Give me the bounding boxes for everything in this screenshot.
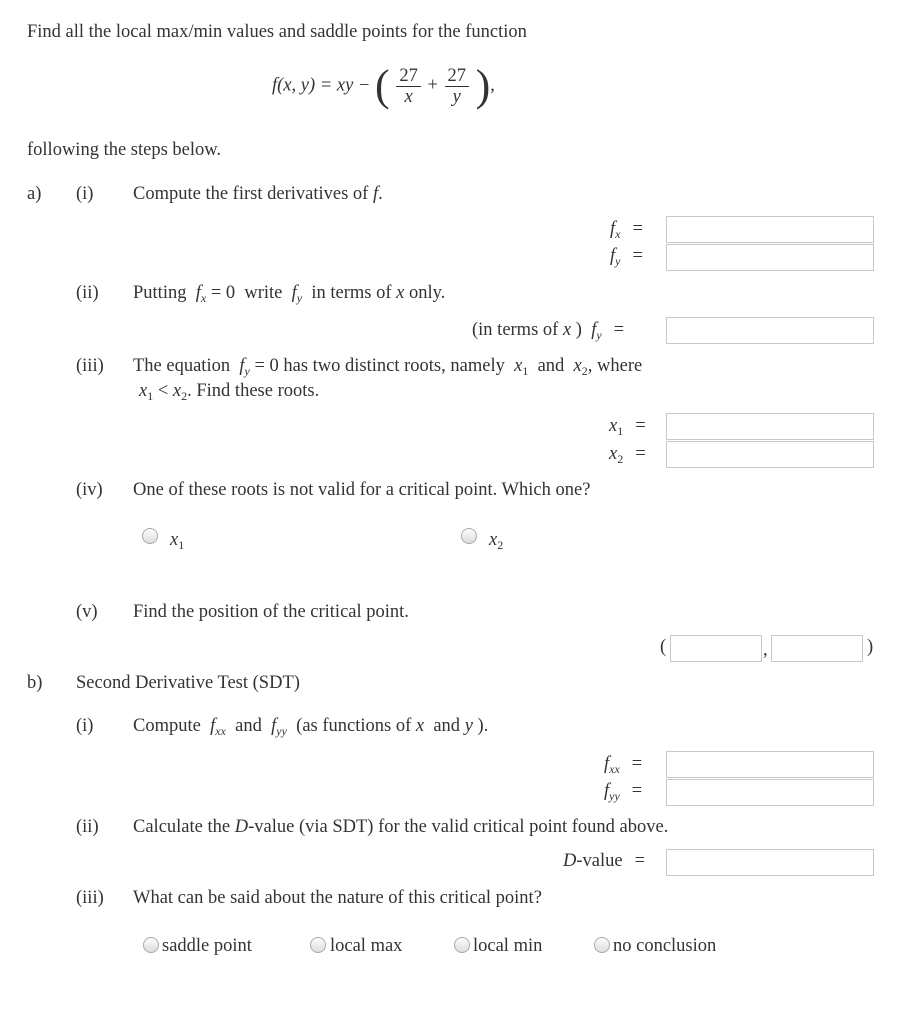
part-b-heading: Second Derivative Test (SDT) bbox=[76, 673, 300, 693]
b-i-number: (i) bbox=[76, 716, 94, 736]
open-paren: ( bbox=[660, 637, 667, 657]
b-ii-text: Calculate the D-value (via SDT) for the valid critical point found above. bbox=[133, 817, 669, 837]
a-iv-text: One of these roots is not valid for a critical point. Which one? bbox=[133, 480, 591, 500]
fy-label: $f_y$ = bbox=[610, 246, 643, 268]
a-iii-line1: The equation $f_y = 0$ has two distinct roots, namely $x_1$ and $x_2$, where bbox=[133, 356, 643, 378]
following-text: following the steps below. bbox=[27, 140, 222, 160]
radio-x2[interactable] bbox=[461, 528, 477, 544]
d-value-input[interactable] bbox=[666, 849, 874, 876]
a-ii-text: Putting $f_x = 0$ write $f_y$ in terms of x only. bbox=[133, 283, 446, 305]
a-ii-number: (ii) bbox=[76, 283, 99, 303]
radio-no-conclusion[interactable] bbox=[594, 937, 610, 953]
critical-point-y-input[interactable] bbox=[771, 635, 863, 662]
b-iii-text: What can be said about the nature of this critical point? bbox=[133, 888, 542, 908]
fx-input[interactable] bbox=[666, 216, 874, 243]
fy-in-x-label: (in terms of x ) $f_y$ = bbox=[472, 320, 625, 342]
radio-local-max[interactable] bbox=[310, 937, 326, 953]
a-i-text: Compute the first derivatives of f. bbox=[133, 184, 383, 204]
b-ii-number: (ii) bbox=[76, 817, 99, 837]
radio-x1[interactable] bbox=[142, 528, 158, 544]
a-v-text: Find the position of the critical point. bbox=[133, 602, 409, 622]
a-v-number: (v) bbox=[76, 602, 98, 622]
part-b-label: b) bbox=[27, 673, 43, 693]
intro-text: Find all the local max/min values and saddle points for the function bbox=[27, 22, 527, 42]
radio-x1-label: $x_1$ bbox=[170, 530, 185, 552]
x1-input[interactable] bbox=[666, 413, 874, 440]
critical-point-x-input[interactable] bbox=[670, 635, 762, 662]
radio-no-conclusion-label: no conclusion bbox=[613, 936, 717, 956]
fx-label: $f_x$ = bbox=[610, 219, 643, 241]
x2-input[interactable] bbox=[666, 441, 874, 468]
close-paren: ) bbox=[867, 637, 874, 657]
part-a-label: a) bbox=[27, 184, 42, 204]
fxx-label: $f_{xx}$ = bbox=[604, 754, 643, 776]
radio-saddle-point-label: saddle point bbox=[162, 936, 252, 956]
radio-local-min-label: local min bbox=[473, 936, 543, 956]
b-i-text: Compute $f_{xx}$ and $f_{yy}$ (as functions of x and y ). bbox=[133, 716, 489, 738]
fxx-input[interactable] bbox=[666, 751, 874, 778]
fy-in-x-input[interactable] bbox=[666, 317, 874, 344]
fy-input[interactable] bbox=[666, 244, 874, 271]
coord-comma: , bbox=[763, 640, 768, 660]
b-iii-number: (iii) bbox=[76, 888, 104, 908]
radio-saddle-point[interactable] bbox=[143, 937, 159, 953]
radio-local-max-label: local max bbox=[330, 936, 403, 956]
a-iv-number: (iv) bbox=[76, 480, 103, 500]
fyy-label: $f_{yy}$ = bbox=[604, 781, 643, 803]
x2-label: $x_2$ = bbox=[609, 444, 646, 466]
a-iii-line2: $x_1 < x_2$. Find these roots. bbox=[139, 381, 320, 403]
function-formula: f(x, y) = xy − ( $\frac{27}{x}$ + $\frac{27}{y}$ ), bbox=[272, 61, 495, 110]
radio-x2-label: $x_2$ bbox=[489, 530, 504, 552]
d-value-label: D-value = bbox=[563, 851, 646, 871]
a-iii-number: (iii) bbox=[76, 356, 104, 376]
x1-label: $x_1$ = bbox=[609, 416, 646, 438]
radio-local-min[interactable] bbox=[454, 937, 470, 953]
a-i-number: (i) bbox=[76, 184, 94, 204]
fyy-input[interactable] bbox=[666, 779, 874, 806]
